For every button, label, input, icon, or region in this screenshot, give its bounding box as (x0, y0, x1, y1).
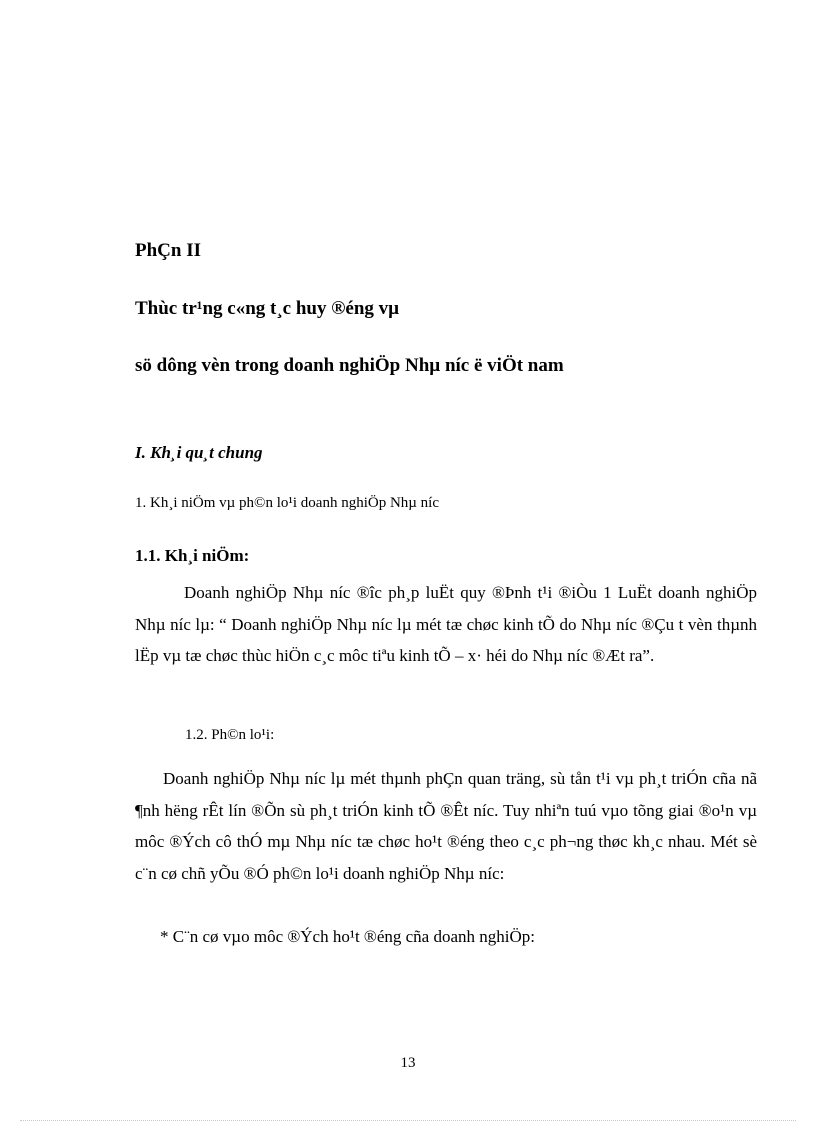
classification-paragraph (135, 763, 757, 889)
chapter-title-line-1: Thùc tr¹ng c«ng t¸c huy ®éng vµ (135, 298, 400, 319)
paragraph-text: Doanh nghiÖp Nhµ níc ®îc ph¸p luËt quy ®Þnh t¹i ®iÒu 1 LuËt doanh nghiÖp Nhµ níc lµ: “ Doanh nghiÖp Nhµ níc lµ mét tæ chøc kinh tÕ do Nhµ níc ®Çu t vèn thµnh lËp vµ tæ chøc thùc hiÖn c¸c môc tiªu kinh tÕ – x· héi do Nhµ níc ®Æt ra”. (135, 583, 757, 665)
paragraph-text: Doanh nghiÖp Nhµ níc lµ mét thµnh phÇn quan träng, sù tån t¹i vµ ph¸t triÓn cña nã ¶nh hëng rÊt lín ®Õn sù ph¸t triÓn kinh tÕ ®Êt níc. Tuy nhiªn tuú vµo tõng giai ®o¹n vµ môc ®Ých cô thÓ mµ Nhµ níc tæ chøc ho¹t ®éng theo c¸c ph¬ng thøc kh¸c nhau. Mét sè c¨n cø chñ yÕu ®Ó ph©n lo¹i doanh nghiÖp Nhµ níc: (135, 769, 757, 883)
chapter-title-line-2: sö dông vèn trong doanh nghiÖp Nhµ níc ë viÖt nam (135, 355, 564, 376)
page-bottom-divider (20, 1120, 796, 1121)
subsection-heading: 1. Kh¸i niÖm vµ ph©n lo¹i doanh nghiÖp Nhµ níc (135, 495, 439, 511)
subsection-heading-definition: 1.1. Kh¸i niÖm: (135, 546, 250, 565)
definition-paragraph (135, 577, 757, 672)
subsection-heading-classification: 1.2. Ph©n lo¹i: (185, 727, 275, 743)
section-heading: I. Kh¸i qu¸t chung (135, 443, 263, 462)
bullet-item: * C¨n cø vµo môc ®Ých ho¹t ®éng cña doanh nghiÖp: (160, 927, 535, 946)
page-number: 13 (400, 1055, 416, 1071)
part-title: PhÇn II (135, 240, 201, 261)
